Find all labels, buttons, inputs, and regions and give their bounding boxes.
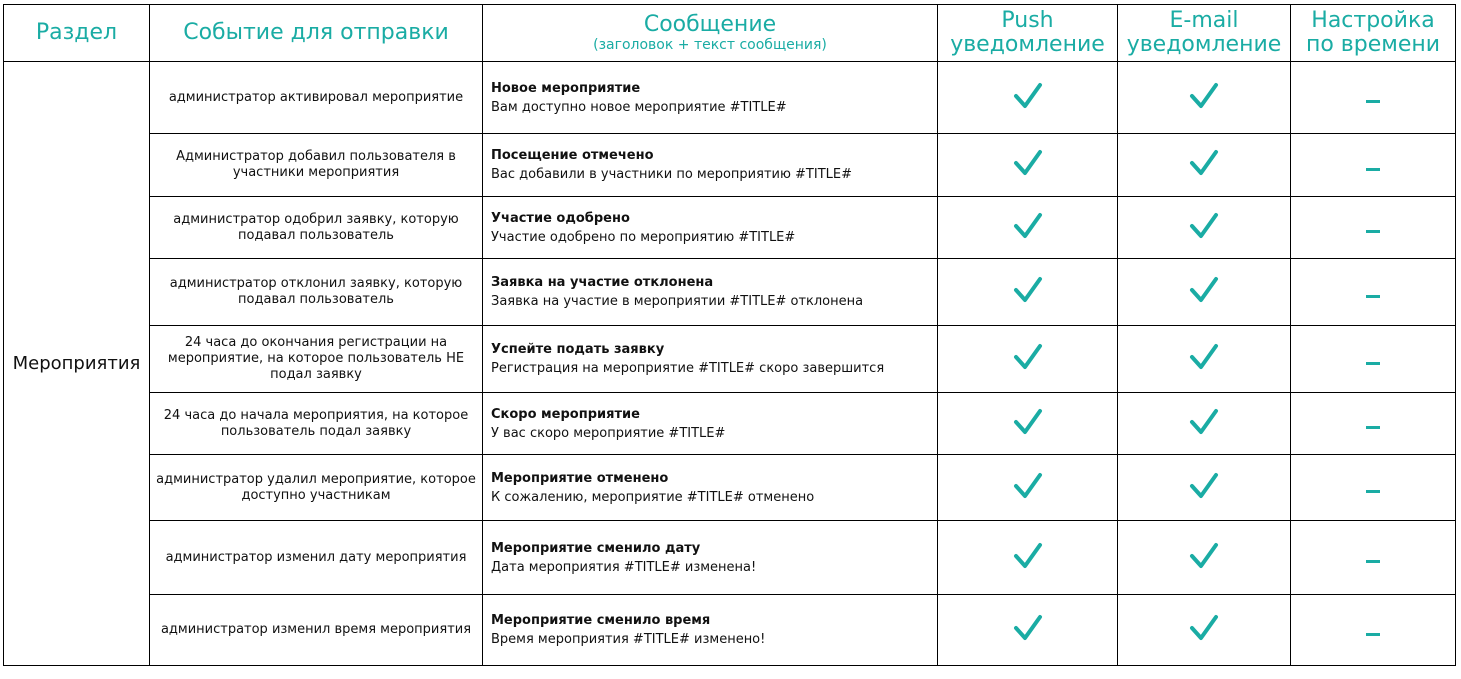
message-text: Вам доступно новое мероприятие #TITLE#	[491, 99, 787, 115]
message-cell	[483, 393, 938, 455]
event-text: администратор изменил дату мероприятия	[165, 549, 467, 565]
message-cell	[483, 259, 938, 326]
message-title: Новое мероприятие	[491, 80, 641, 96]
check-icon	[1189, 81, 1219, 111]
push-cell	[938, 455, 1118, 521]
notifications-table	[3, 4, 1456, 666]
message-title: Успейте подать заявку	[491, 342, 665, 357]
check-icon	[1013, 275, 1043, 305]
time-cell	[1291, 595, 1456, 666]
time-cell	[1291, 134, 1456, 197]
email-cell	[1118, 197, 1291, 259]
header-message-title: Сообщение	[643, 12, 777, 37]
push-cell	[938, 134, 1118, 197]
check-icon	[1189, 541, 1219, 571]
push-cell	[938, 259, 1118, 326]
table-row	[4, 197, 1456, 259]
time-cell	[1291, 521, 1456, 595]
message-cell	[483, 595, 938, 666]
event-text: администратор удалил мероприятие, которое доступно участникам	[156, 471, 476, 503]
email-cell	[1118, 259, 1291, 326]
check-icon	[1013, 613, 1043, 643]
header-time: Настройка по времени	[1291, 5, 1456, 62]
message-title: Мероприятие сменило время	[491, 613, 711, 628]
message-cell	[483, 197, 938, 259]
event-text: администратор активировал мероприятие	[168, 89, 464, 105]
message-title: Участие одобрено	[491, 210, 630, 226]
table-row	[4, 521, 1456, 595]
dash-icon	[1366, 168, 1380, 171]
email-cell	[1118, 521, 1291, 595]
message-title: Мероприятие отменено	[491, 470, 669, 486]
time-cell	[1291, 197, 1456, 259]
event-text: администратор одобрил заявку, которую подавал пользователь	[173, 211, 459, 243]
event-cell	[150, 259, 483, 326]
message-text: Время мероприятия #TITLE# изменено!	[491, 632, 766, 647]
table-row	[4, 595, 1456, 666]
dash-icon	[1366, 426, 1380, 429]
header-push: Push уведомление	[938, 5, 1118, 62]
event-cell	[150, 521, 483, 595]
dash-icon	[1366, 230, 1380, 233]
header-section: Раздел	[4, 5, 150, 62]
message-cell	[483, 326, 938, 393]
message-text: Регистрация на мероприятие #TITLE# скоро завершится	[491, 361, 885, 376]
time-cell	[1291, 393, 1456, 455]
check-icon	[1013, 407, 1043, 437]
push-cell	[938, 62, 1118, 134]
dash-icon	[1366, 633, 1380, 636]
header-message-subtitle: (заголовок + текст сообщения)	[593, 37, 827, 53]
message-title: Скоро мероприятие	[491, 406, 640, 422]
event-cell	[150, 455, 483, 521]
check-icon	[1013, 211, 1043, 241]
email-cell	[1118, 595, 1291, 666]
email-cell	[1118, 393, 1291, 455]
check-icon	[1013, 541, 1043, 571]
email-cell	[1118, 455, 1291, 521]
event-cell	[150, 134, 483, 197]
event-cell	[150, 62, 483, 134]
message-title: Посещение отмечено	[491, 148, 654, 163]
message-text: К сожалению, мероприятие #TITLE# отменено	[491, 489, 815, 505]
table-row	[4, 259, 1456, 326]
event-text: 24 часа до окончания регистрации на мероприятие, на которое пользователь НЕ подал заявку	[167, 335, 465, 382]
event-text: администратор отклонил заявку, которую подавал пользователь	[169, 276, 463, 307]
table-row	[4, 134, 1456, 197]
push-cell	[938, 326, 1118, 393]
message-cell	[483, 134, 938, 197]
message-cell	[483, 521, 938, 595]
table-body	[4, 62, 1456, 666]
check-icon	[1189, 211, 1219, 241]
time-cell	[1291, 259, 1456, 326]
header-event: Событие для отправки	[150, 5, 483, 62]
message-title: Мероприятие сменило дату	[491, 540, 701, 556]
table-row	[4, 455, 1456, 521]
event-cell	[150, 595, 483, 666]
check-icon	[1013, 471, 1043, 501]
section-cell	[4, 62, 150, 666]
check-icon	[1189, 148, 1219, 178]
table-row	[4, 326, 1456, 393]
header-email: E-mail уведомление	[1118, 5, 1291, 62]
check-icon	[1189, 471, 1219, 501]
message-text: Дата мероприятия #TITLE# изменена!	[491, 559, 757, 575]
event-text: администратор изменил время мероприятия	[160, 622, 472, 637]
time-cell	[1291, 455, 1456, 521]
message-title: Заявка на участие отклонена	[491, 275, 714, 290]
message-cell	[483, 62, 938, 134]
check-icon	[1013, 81, 1043, 111]
event-cell	[150, 393, 483, 455]
dash-icon	[1366, 560, 1380, 563]
event-text: Администратор добавил пользователя в участники мероприятия	[176, 149, 456, 180]
event-cell	[150, 326, 483, 393]
check-icon	[1013, 148, 1043, 178]
table-row	[4, 62, 1456, 134]
push-cell	[938, 521, 1118, 595]
dash-icon	[1366, 362, 1380, 365]
header-row	[4, 5, 1456, 62]
dash-icon	[1366, 490, 1380, 493]
push-cell	[938, 393, 1118, 455]
push-cell	[938, 595, 1118, 666]
push-cell	[938, 197, 1118, 259]
message-cell	[483, 455, 938, 521]
table-row	[4, 393, 1456, 455]
check-icon	[1189, 613, 1219, 643]
time-cell	[1291, 62, 1456, 134]
message-text: Участие одобрено по мероприятию #TITLE#	[491, 229, 796, 245]
check-icon	[1189, 407, 1219, 437]
message-text: Заявка на участие в мероприятии #TITLE# отклонена	[491, 294, 864, 309]
event-cell	[150, 197, 483, 259]
dash-icon	[1366, 100, 1380, 103]
dash-icon	[1366, 295, 1380, 298]
email-cell	[1118, 326, 1291, 393]
message-text: У вас скоро мероприятие #TITLE#	[491, 425, 726, 441]
email-cell	[1118, 62, 1291, 134]
check-icon	[1189, 342, 1219, 372]
header-message	[483, 5, 938, 62]
check-icon	[1013, 342, 1043, 372]
event-text: 24 часа до начала мероприятия, на которое пользователь подал заявку	[163, 407, 469, 439]
message-text: Вас добавили в участники по мероприятию #TITLE#	[491, 167, 852, 182]
check-icon	[1189, 275, 1219, 305]
section-name: Мероприятия	[12, 353, 141, 374]
email-cell	[1118, 134, 1291, 197]
time-cell	[1291, 326, 1456, 393]
